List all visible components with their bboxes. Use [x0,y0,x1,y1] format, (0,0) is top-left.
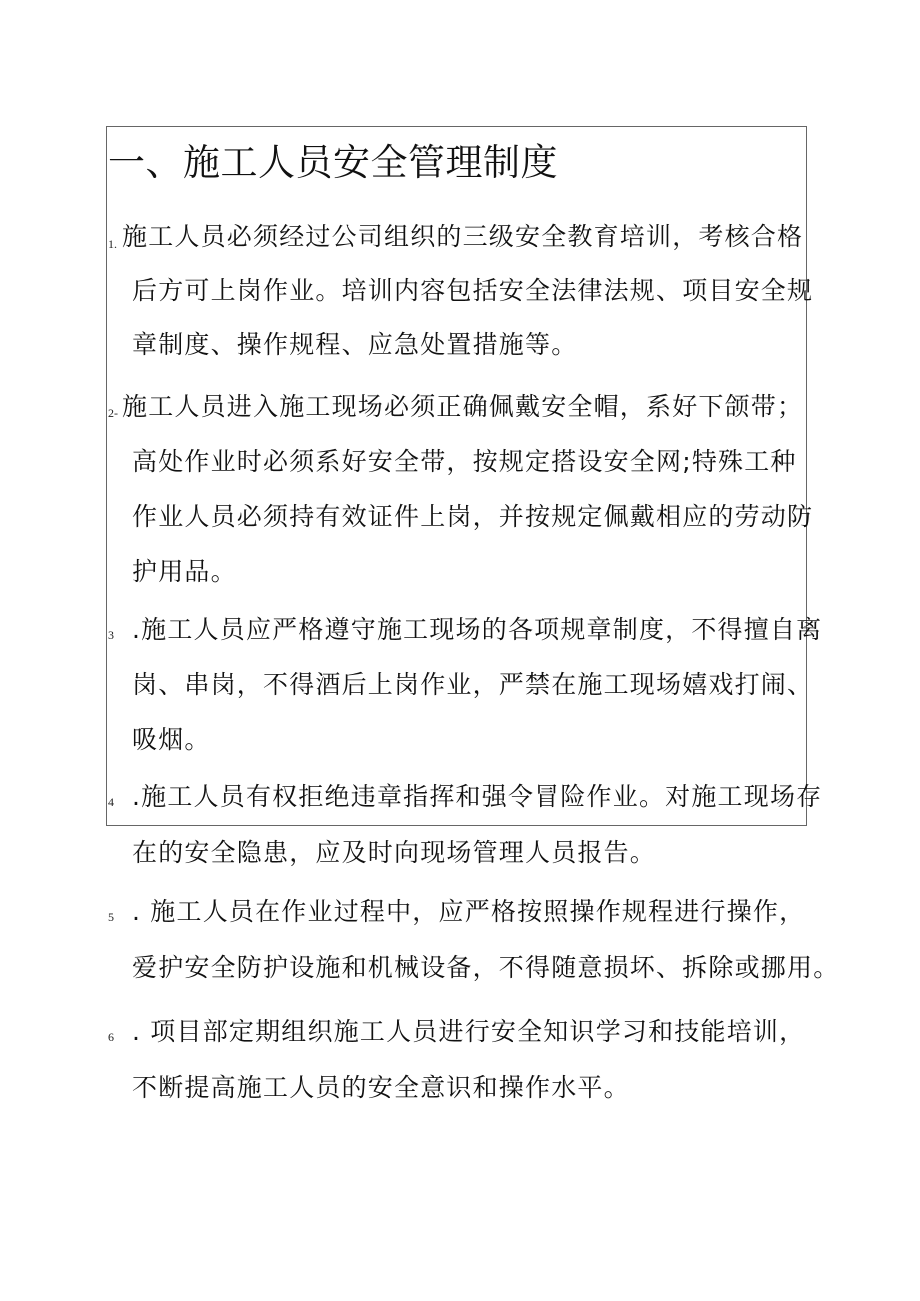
item-line: .施工人员有权拒绝违章指挥和强令冒险作业。对施工现场存 [132,782,823,811]
item-line: 后方可上岗作业。培训内容包括安全法律法规、项目安全规 [132,276,814,305]
item-line: . 项目部定期组织施工人员进行安全知识学习和技能培训， [132,1017,806,1046]
item-line: 作业人员必须持有效证件上岗，并按规定佩戴相应的劳动防 [132,502,814,531]
item-line: 高处作业时必须系好安全带，按规定搭设安全网;特殊工种 [132,447,797,476]
item-line: 在的安全隐患，应及时向现场管理人员报告。 [132,838,657,867]
item-line: 施工人员必须经过公司组织的三级安全教育培训，考核合格 [122,222,804,251]
item-number: 1. [108,237,117,251]
item-line: . 施工人员在作业过程中，应严格按照操作规程进行操作， [132,897,806,926]
item-number: 4 [108,795,114,809]
item-line: 吸烟。 [132,725,211,754]
item-line: 爱护安全防护设施和机械设备，不得随意损坏、拆除或挪用。 [132,953,840,982]
item-line: 护用品。 [132,557,237,586]
item-number: 6 [108,1030,114,1044]
item-line: .施工人员应严格遵守施工现场的各项规章制度，不得擅自离 [132,615,823,644]
page-title: 一、施工人员安全管理制度 [108,141,558,184]
item-number: 5 [108,910,114,924]
item-line: 施工人员进入施工现场必须正确佩戴安全帽，系好下颌带； [122,392,804,421]
item-number: 3 [108,628,114,642]
item-line: 不断提高施工人员的安全意识和操作水平。 [132,1073,630,1102]
item-line: 岗、串岗，不得酒后上岗作业，严禁在施工现场嬉戏打闹、 [132,670,814,699]
item-line: 章制度、操作规程、应急处置措施等。 [132,330,578,359]
item-number: 2- [108,406,118,420]
